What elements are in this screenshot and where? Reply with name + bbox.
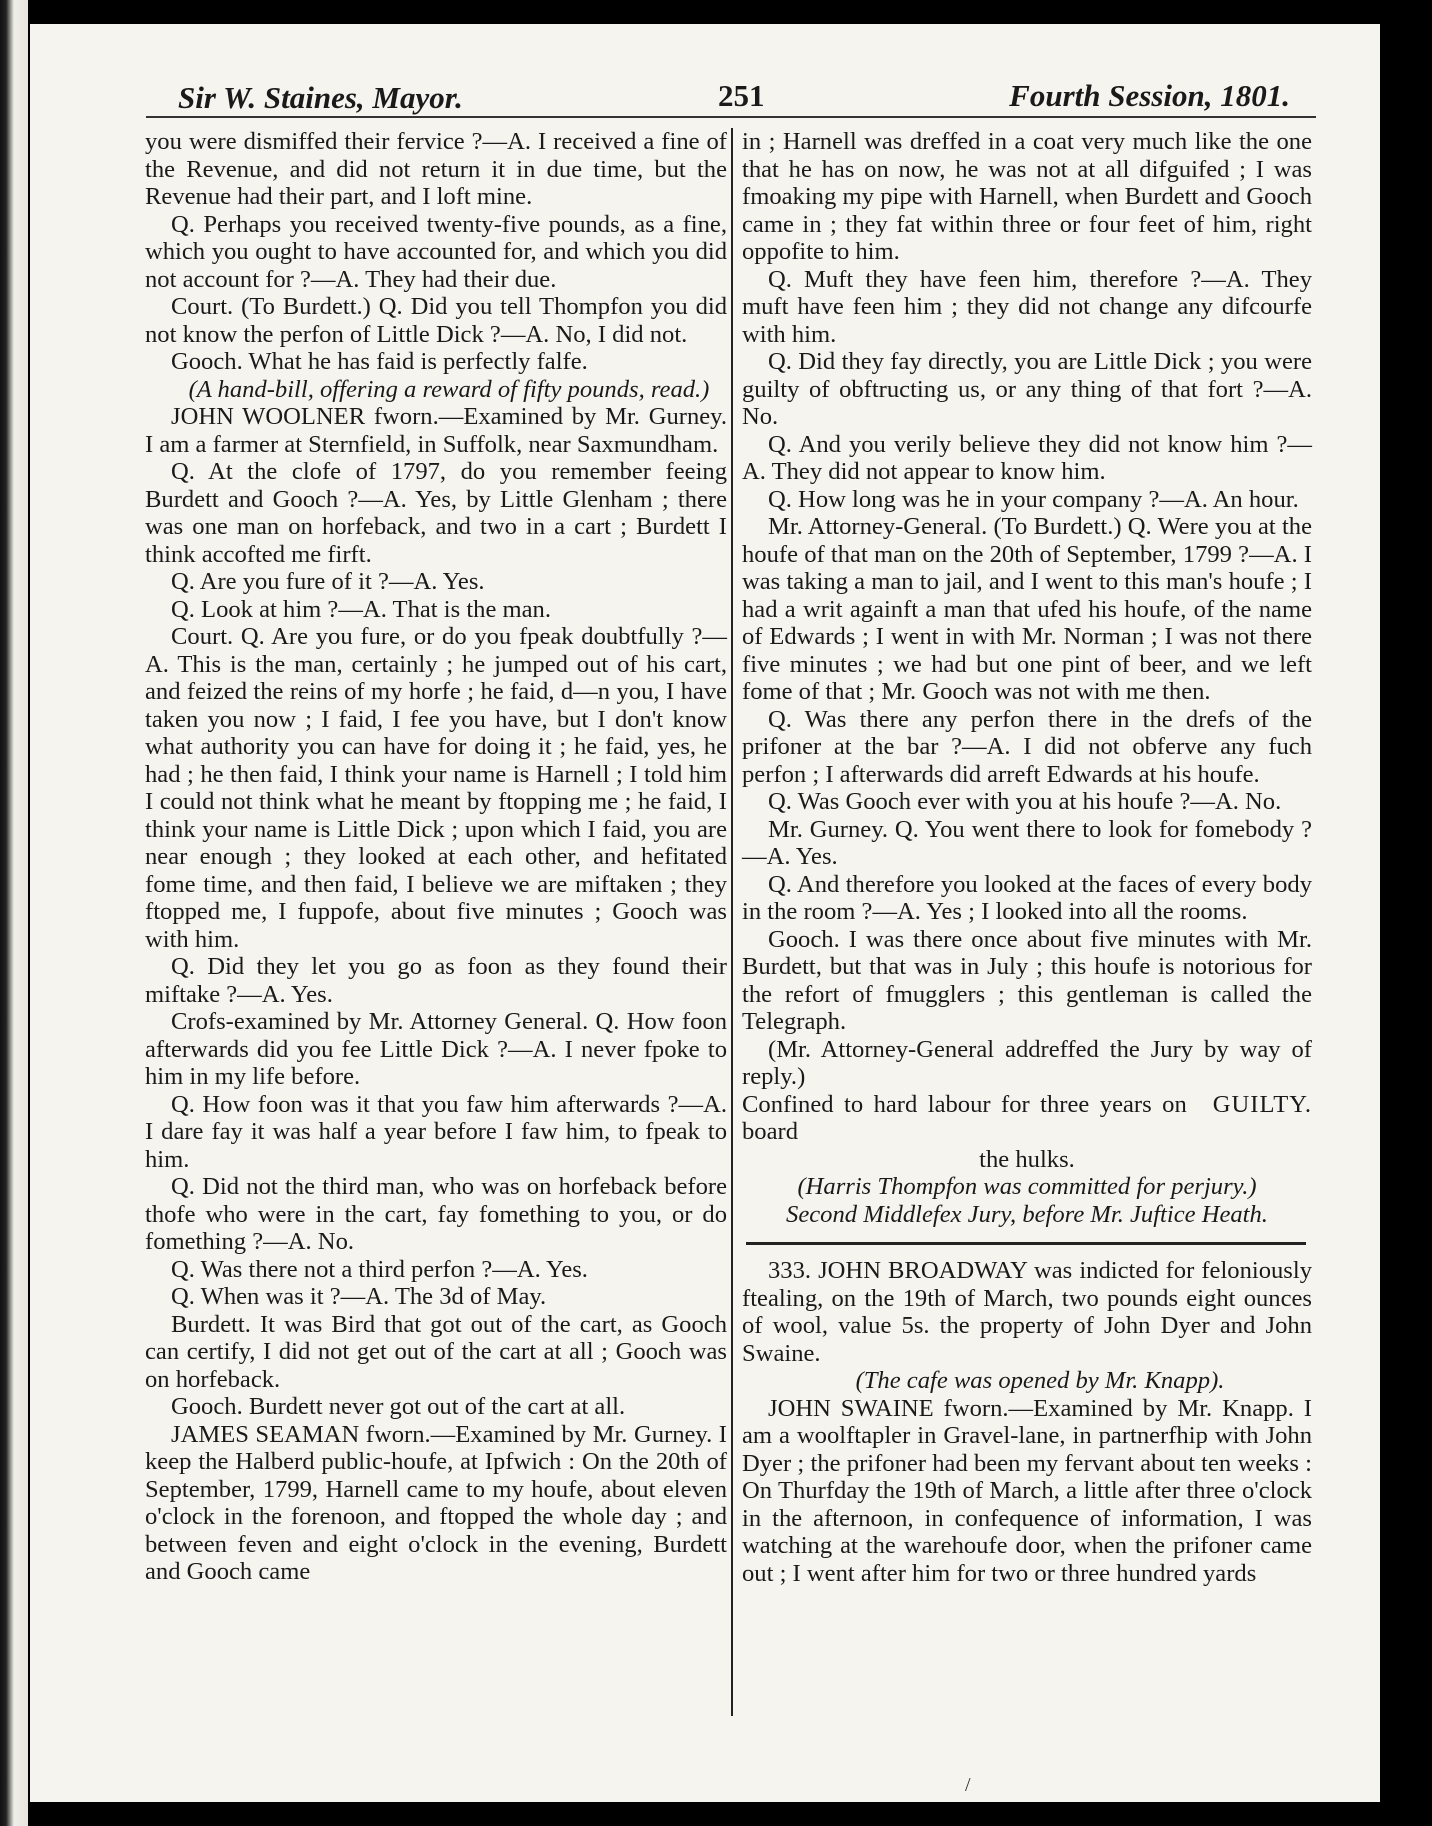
left-column-paragraph: Gooch. What he has faid is perfectly falfe. [171,348,588,375]
left-column-paragraph: you were dismiffed their fervice ?—A. I received a fine of the Revenue, and did not return it in due time, but the Revenue had their part, and I loft mine. [145,128,727,210]
right-column-b-paragraph: 333. JOHN BROADWAY was indicted for feloniously ftealing, on the 19th of March, two pounds eight ounces of wool, value 5s. the property of John Dyer and John Swaine. [742,1257,1312,1367]
running-header [170,62,1290,118]
sentence-line-1: Confined to hard labour for three years on board [742,1090,1187,1145]
right-column-a-paragraph: Q. And you verily believe they did not know him ?—A. They did not appear to know him. [742,430,1312,485]
left-column-paragraph: JOHN WOOLNER fworn.—Examined by Mr. Gurney. I am a farmer at Sternfield, in Suffolk, near Saxmundham. [145,403,727,458]
scan-right-edge [1380,0,1432,1826]
left-column [145,128,727,1586]
sentence-line-2: the hulks. [979,1145,1075,1173]
right-column [742,128,1312,1587]
right-column-a-paragraph: Mr. Attorney-General. (To Burdett.) Q. Were you at the houfe of that man on the 20th of September, 1799 ?—A. I was taking a man to jail, and I went to this man's houfe ; I had a writ againft a man that ufed his houfe, of the name of Edwards ; I went in with Mr. Norman ; I was not there five minutes ; we had but one pint of beer, and we left fome of that ; Mr. Gooch was not with me then. [742,513,1312,705]
right-column-part-b [742,1257,1312,1587]
right-column-a-paragraph: in ; Harnell was dreffed in a coat very much like the one that he has on now, he was not at all difguifed ; I was fmoaking my pipe with Harnell, when Burdett and Gooch came in ; they fat within three or four feet of him, right oppofite to him. [742,128,1312,265]
column-divider [731,128,733,1716]
verdict: GUILTY. [1212,1090,1312,1118]
right-column-a-paragraph: Q. Was there any perfon there in the drefs of the prifoner at the bar ?—A. I did not obferve any fuch perfon ; I afterwards did arreft Edwards at his houfe. [742,705,1312,788]
right-column-b-paragraph: JOHN SWAINE fworn.—Examined by Mr. Knapp. I am a woolftapler in Gravel-lane, in partnerfhip with John Dyer ; the prifoner had been my fervant about ten weeks : On Thurfday the 19th of March, a little after three o'clock in the afternoon, in confequence of information, I was watching at the warehoufe door, when the prifoner came out ; I went after him for two or three hundred yards [742,1394,1312,1587]
header-rule [146,116,1316,118]
scan-left-edge [0,0,28,1826]
right-column-a-paragraph: Q. Did they fay directly, you are Little Dick ; you were guilty of obftructing us, or any thing of that fort ?—A. No. [742,348,1312,430]
left-column-paragraph: Court. Q. Are you fure, or do you fpeak doubtfully ?—A. This is the man, certainly ; he jumped out of his cart, and feized the reins of my horfe ; he faid, d—n you, I have taken you now ; I faid, I fee you have, but I don't know what authority you can have for doing it ; he faid, yes, he had ; he then faid, I think your name is Harnell ; I told him I could not think what he meant by ftopping me ; he faid, I think your name is Little Dick ; upon which I faid, you are near enough ; they looked at each other, and hefitated fome time, and then faid, I believe we are miftaken ; they ftopped me, I fuppofe, about five minutes ; Gooch was with him. [145,623,727,953]
right-column-a-paragraph: Q. How long was he in your company ?—A. An hour. [768,485,1299,513]
right-column-a-paragraph: Q. And therefore you looked at the faces of every body in the room ?—A. Yes ; I looked into all the rooms. [742,870,1312,925]
page-number: 251 [718,78,765,113]
left-column-paragraph: Burdett. It was Bird that got out of the cart, as Gooch can certify, I did not get out of the cart at all ; Gooch was on horfeback. [145,1310,727,1393]
right-column-b-paragraph: (The cafe was opened by Mr. Knapp). [855,1367,1225,1394]
right-column-a-paragraph: Gooch. I was there once about five minutes with Mr. Burdett, but that was in July ; this houfe is notorious for the refort of fmugglers ; this gentleman is called the Telegraph. [742,925,1312,1035]
note-perjury: (Harris Thompfon was committed for perjury.) [797,1173,1257,1200]
right-column-a-paragraph: (Mr. Attorney-General addreffed the Jury by way of reply.) [742,1035,1312,1090]
right-column-a-paragraph: Q. Muft they have feen him, therefore ?—A. They muft have feen him ; they did not change any difcourfe with him. [742,265,1312,348]
left-column-paragraph: Q. How foon was it that you faw him afterwards ?—A. I dare fay it was half a year before I faw him, to fpeak to him. [145,1090,727,1173]
left-column-paragraph: Gooch. Burdett never got out of the cart at all. [171,1393,626,1420]
left-column-paragraph: Q. Was there not a third perfon ?—A. Yes. [171,1255,588,1283]
left-column-paragraph: Q. Did not the third man, who was on horfeback before thofe who were in the cart, fay fomething to you, or do fomething ?—A. No. [145,1173,727,1255]
left-column-paragraph: (A hand-bill, offering a reward of fifty pounds, read.) [188,375,710,403]
left-column-paragraph: JAMES SEAMAN fworn.—Examined by Mr. Gurney. I keep the Halberd public-houfe, at Ipfwich : On the 20th of September, 1799, Harnell came to my houfe, about eleven o'clock in the forenoon, and ftopped the whole day ; and between feven and eight o'clock in the evening, Burdett and Gooch came [145,1420,727,1585]
left-column-paragraph: Q. When was it ?—A. The 3d of May. [171,1283,547,1310]
left-column-paragraph: Crofs-examined by Mr. Attorney General. Q. How foon afterwards did you fee Little Dick ?—A. I never fpoke to him in my life before. [145,1008,727,1090]
note-jury: Second Middlefex Jury, before Mr. Juftice Heath. [786,1200,1268,1228]
left-column-paragraph: Q. Are you fure of it ?—A. Yes. [171,568,485,595]
left-column-paragraph: Q. Look at him ?—A. That is the man. [171,595,552,623]
page-mark: / [965,1774,971,1796]
left-column-paragraph: Q. Did they let you go as foon as they found their miftake ?—A. Yes. [145,953,727,1008]
left-column-paragraph: Q. Perhaps you received twenty-five pounds, as a fine, which you ought to have accounted for, and which you did not account for ?—A. They had their due. [145,210,727,293]
section-rule [746,1242,1306,1245]
right-column-a-paragraph: Q. Was Gooch ever with you at his houfe ?—A. No. [768,788,1282,815]
right-column-a-paragraph: Mr. Gurney. Q. You went there to look for fomebody ?—A. Yes. [742,815,1312,870]
left-column-paragraph: Q. At the clofe of 1797, do you remember feeing Burdett and Gooch ?—A. Yes, by Little Glenham ; there was one man on horfeback, and two in a cart ; Burdett I think accofted me firft. [145,458,727,568]
header-right: Fourth Session, 1801. [1009,78,1290,113]
left-column-paragraph: Court. (To Burdett.) Q. Did you tell Thompfon you did not know the perfon of Little Dick ?—A. No, I did not. [145,293,727,348]
right-column-part-a [742,128,1312,1091]
header-left: Sir W. Staines, Mayor. [178,80,463,115]
